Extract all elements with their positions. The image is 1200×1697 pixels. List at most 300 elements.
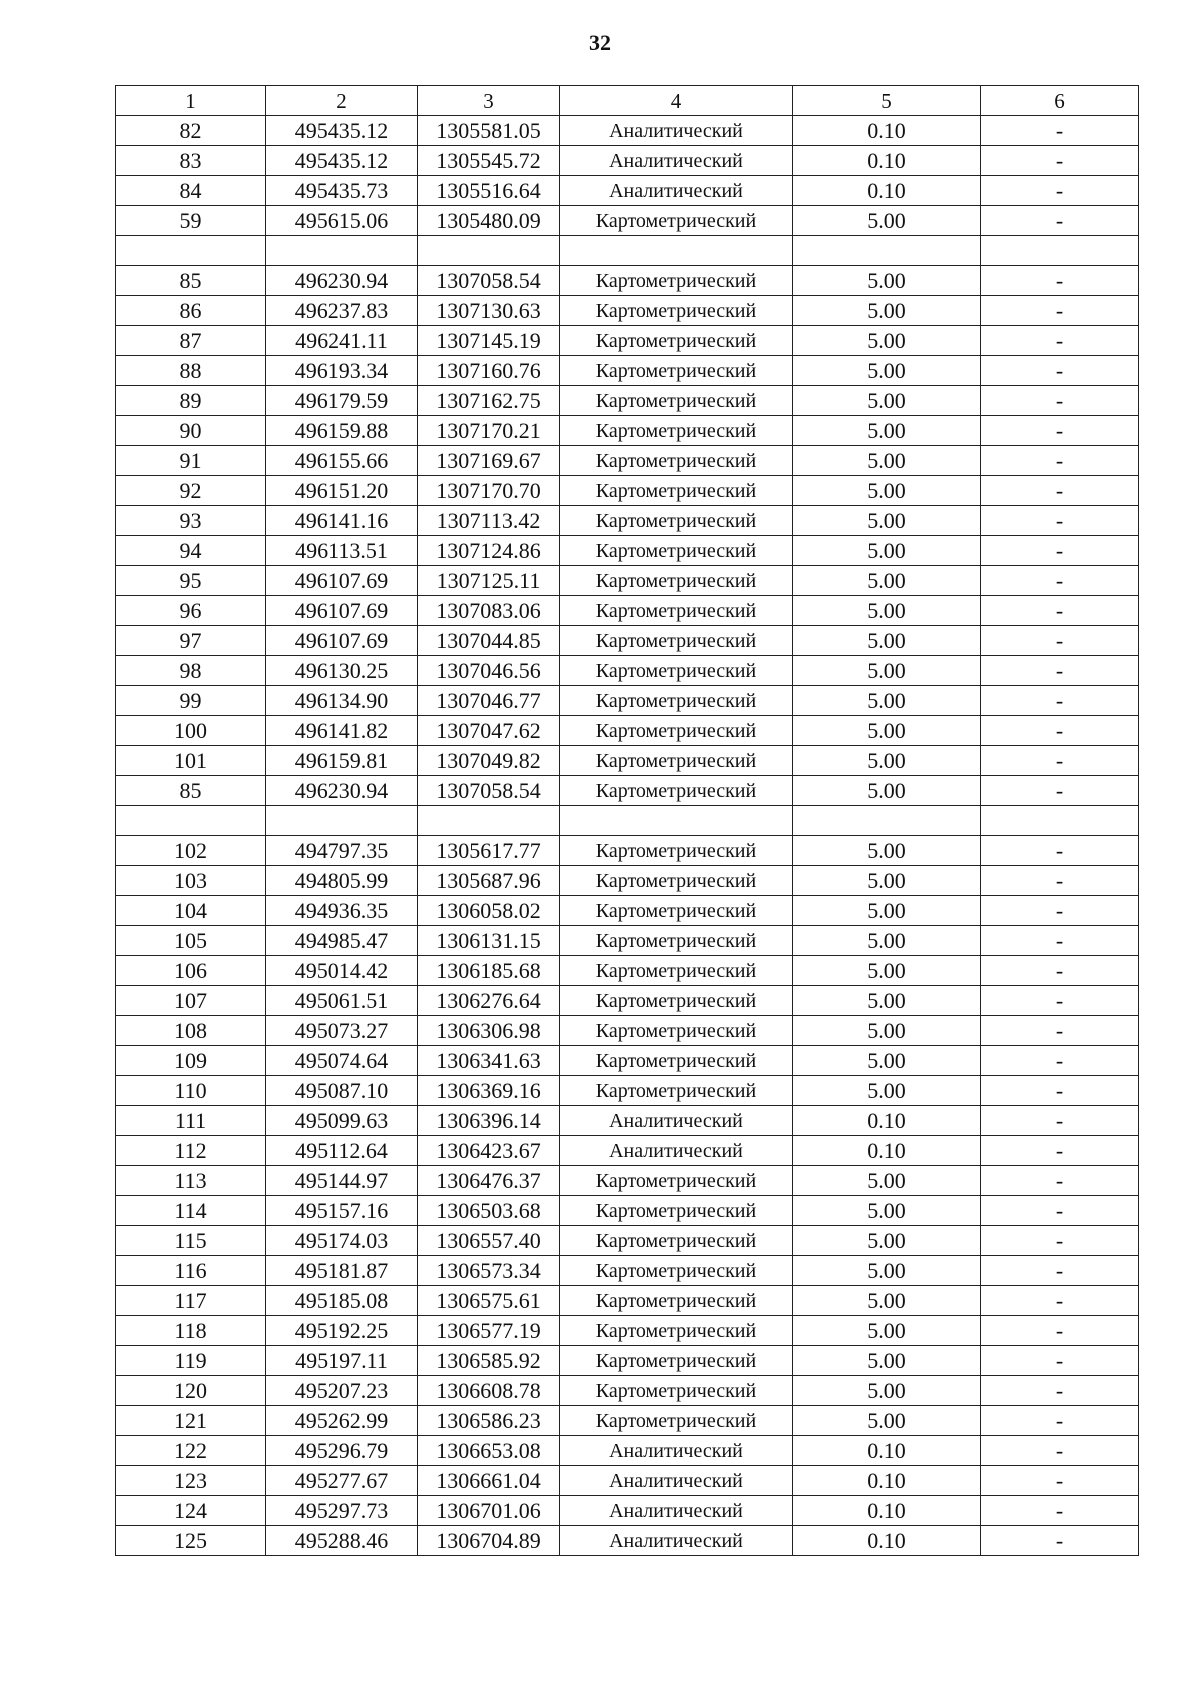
point-number-cell: 82 xyxy=(116,116,266,146)
x-coordinate-cell: 496141.82 xyxy=(266,716,418,746)
method-cell: Картометрический xyxy=(560,296,793,326)
point-number-cell: 94 xyxy=(116,536,266,566)
point-number-cell: 84 xyxy=(116,176,266,206)
note-cell: - xyxy=(981,1376,1139,1406)
point-number-cell xyxy=(116,236,266,266)
method-cell: Аналитический xyxy=(560,1436,793,1466)
accuracy-cell: 5.00 xyxy=(793,926,981,956)
point-number-cell: 100 xyxy=(116,716,266,746)
point-number-cell: 121 xyxy=(116,1406,266,1436)
x-coordinate-cell: 495074.64 xyxy=(266,1046,418,1076)
x-coordinate-cell: 496141.16 xyxy=(266,506,418,536)
point-number-cell: 125 xyxy=(116,1526,266,1556)
y-coordinate-cell: 1307083.06 xyxy=(418,596,560,626)
accuracy-cell: 5.00 xyxy=(793,1256,981,1286)
x-coordinate-cell: 496230.94 xyxy=(266,776,418,806)
table-row xyxy=(116,446,1139,476)
x-coordinate-cell: 495181.87 xyxy=(266,1256,418,1286)
method-cell: Картометрический xyxy=(560,1226,793,1256)
method-cell: Картометрический xyxy=(560,1286,793,1316)
method-cell: Аналитический xyxy=(560,1136,793,1166)
note-cell: - xyxy=(981,686,1139,716)
point-number-cell xyxy=(116,806,266,836)
y-coordinate-cell: 1307170.70 xyxy=(418,476,560,506)
table-row xyxy=(116,1436,1139,1466)
y-coordinate-cell: 1307046.56 xyxy=(418,656,560,686)
point-number-cell: 106 xyxy=(116,956,266,986)
y-coordinate-cell: 1306276.64 xyxy=(418,986,560,1016)
table-row xyxy=(116,1226,1139,1256)
accuracy-cell: 5.00 xyxy=(793,416,981,446)
y-coordinate-cell xyxy=(418,806,560,836)
method-cell: Аналитический xyxy=(560,146,793,176)
accuracy-cell: 0.10 xyxy=(793,1526,981,1556)
x-coordinate-cell: 495073.27 xyxy=(266,1016,418,1046)
accuracy-cell: 5.00 xyxy=(793,896,981,926)
x-coordinate-cell: 494797.35 xyxy=(266,836,418,866)
note-cell: - xyxy=(981,146,1139,176)
x-coordinate-cell: 494805.99 xyxy=(266,866,418,896)
note-cell: - xyxy=(981,956,1139,986)
note-cell: - xyxy=(981,1226,1139,1256)
point-number-cell: 111 xyxy=(116,1106,266,1136)
y-coordinate-cell: 1305617.77 xyxy=(418,836,560,866)
method-cell: Картометрический xyxy=(560,416,793,446)
method-cell: Картометрический xyxy=(560,1076,793,1106)
table-row xyxy=(116,1316,1139,1346)
accuracy-cell: 5.00 xyxy=(793,716,981,746)
x-coordinate-cell: 495207.23 xyxy=(266,1376,418,1406)
accuracy-cell: 5.00 xyxy=(793,506,981,536)
point-number-cell: 110 xyxy=(116,1076,266,1106)
x-coordinate-cell: 496107.69 xyxy=(266,596,418,626)
accuracy-cell: 5.00 xyxy=(793,1286,981,1316)
accuracy-cell: 0.10 xyxy=(793,176,981,206)
method-cell: Картометрический xyxy=(560,1406,793,1436)
table-row xyxy=(116,386,1139,416)
method-cell: Картометрический xyxy=(560,266,793,296)
method-cell: Аналитический xyxy=(560,1496,793,1526)
table-row xyxy=(116,1136,1139,1166)
table-row xyxy=(116,866,1139,896)
point-number-cell: 87 xyxy=(116,326,266,356)
accuracy-cell: 5.00 xyxy=(793,776,981,806)
y-coordinate-cell: 1305687.96 xyxy=(418,866,560,896)
method-cell: Картометрический xyxy=(560,1256,793,1286)
method-cell: Картометрический xyxy=(560,596,793,626)
table-row xyxy=(116,476,1139,506)
x-coordinate-cell: 496107.69 xyxy=(266,566,418,596)
point-number-cell: 101 xyxy=(116,746,266,776)
point-number-cell: 120 xyxy=(116,1376,266,1406)
x-coordinate-cell xyxy=(266,236,418,266)
x-coordinate-cell: 495144.97 xyxy=(266,1166,418,1196)
table-row xyxy=(116,296,1139,326)
point-number-cell: 117 xyxy=(116,1286,266,1316)
accuracy-cell: 0.10 xyxy=(793,116,981,146)
note-cell: - xyxy=(981,476,1139,506)
x-coordinate-cell: 495297.73 xyxy=(266,1496,418,1526)
method-cell: Картометрический xyxy=(560,326,793,356)
x-coordinate-cell: 496193.34 xyxy=(266,356,418,386)
accuracy-cell xyxy=(793,236,981,266)
table-row xyxy=(116,1286,1139,1316)
method-cell: Картометрический xyxy=(560,386,793,416)
x-coordinate-cell: 495157.16 xyxy=(266,1196,418,1226)
method-cell: Картометрический xyxy=(560,776,793,806)
column-header: 2 xyxy=(266,86,418,116)
y-coordinate-cell: 1306503.68 xyxy=(418,1196,560,1226)
y-coordinate-cell: 1306575.61 xyxy=(418,1286,560,1316)
x-coordinate-cell: 494985.47 xyxy=(266,926,418,956)
point-number-cell: 92 xyxy=(116,476,266,506)
method-cell: Картометрический xyxy=(560,926,793,956)
point-number-cell: 123 xyxy=(116,1466,266,1496)
note-cell: - xyxy=(981,986,1139,1016)
column-header: 5 xyxy=(793,86,981,116)
note-cell xyxy=(981,806,1139,836)
point-number-cell: 107 xyxy=(116,986,266,1016)
column-header: 6 xyxy=(981,86,1139,116)
y-coordinate-cell: 1306306.98 xyxy=(418,1016,560,1046)
y-coordinate-cell: 1306608.78 xyxy=(418,1376,560,1406)
y-coordinate-cell: 1307130.63 xyxy=(418,296,560,326)
table-row xyxy=(116,716,1139,746)
method-cell: Картометрический xyxy=(560,866,793,896)
note-cell: - xyxy=(981,1526,1139,1556)
accuracy-cell: 0.10 xyxy=(793,1136,981,1166)
y-coordinate-cell: 1307169.67 xyxy=(418,446,560,476)
y-coordinate-cell: 1306369.16 xyxy=(418,1076,560,1106)
note-cell: - xyxy=(981,896,1139,926)
accuracy-cell: 5.00 xyxy=(793,536,981,566)
table-row xyxy=(116,1106,1139,1136)
table-row xyxy=(116,1046,1139,1076)
x-coordinate-cell: 495174.03 xyxy=(266,1226,418,1256)
method-cell: Картометрический xyxy=(560,656,793,686)
accuracy-cell xyxy=(793,806,981,836)
x-coordinate-cell: 496159.81 xyxy=(266,746,418,776)
x-coordinate-cell xyxy=(266,806,418,836)
table-row xyxy=(116,1406,1139,1436)
x-coordinate-cell: 495112.64 xyxy=(266,1136,418,1166)
method-cell: Картометрический xyxy=(560,446,793,476)
point-number-cell: 89 xyxy=(116,386,266,416)
note-cell: - xyxy=(981,776,1139,806)
method-cell: Картометрический xyxy=(560,506,793,536)
y-coordinate-cell: 1307049.82 xyxy=(418,746,560,776)
y-coordinate-cell: 1307046.77 xyxy=(418,686,560,716)
method-cell: Картометрический xyxy=(560,206,793,236)
accuracy-cell: 5.00 xyxy=(793,356,981,386)
note-cell: - xyxy=(981,116,1139,146)
point-number-cell: 99 xyxy=(116,686,266,716)
note-cell: - xyxy=(981,416,1139,446)
table-row xyxy=(116,836,1139,866)
note-cell: - xyxy=(981,1286,1139,1316)
accuracy-cell: 5.00 xyxy=(793,266,981,296)
y-coordinate-cell: 1307124.86 xyxy=(418,536,560,566)
table-body xyxy=(116,116,1139,1556)
accuracy-cell: 5.00 xyxy=(793,956,981,986)
method-cell: Картометрический xyxy=(560,1016,793,1046)
method-cell xyxy=(560,806,793,836)
y-coordinate-cell: 1307058.54 xyxy=(418,776,560,806)
table-row xyxy=(116,1376,1139,1406)
y-coordinate-cell: 1306586.23 xyxy=(418,1406,560,1436)
y-coordinate-cell: 1307170.21 xyxy=(418,416,560,446)
note-cell: - xyxy=(981,296,1139,326)
point-number-cell: 98 xyxy=(116,656,266,686)
table-row xyxy=(116,1466,1139,1496)
table-row xyxy=(116,356,1139,386)
y-coordinate-cell: 1306423.67 xyxy=(418,1136,560,1166)
note-cell: - xyxy=(981,1316,1139,1346)
note-cell: - xyxy=(981,836,1139,866)
accuracy-cell: 5.00 xyxy=(793,446,981,476)
method-cell: Картометрический xyxy=(560,356,793,386)
method-cell: Картометрический xyxy=(560,896,793,926)
table-row xyxy=(116,176,1139,206)
note-cell xyxy=(981,236,1139,266)
x-coordinate-cell: 495615.06 xyxy=(266,206,418,236)
note-cell: - xyxy=(981,656,1139,686)
note-cell: - xyxy=(981,1196,1139,1226)
accuracy-cell: 5.00 xyxy=(793,626,981,656)
note-cell: - xyxy=(981,506,1139,536)
x-coordinate-cell: 495087.10 xyxy=(266,1076,418,1106)
column-header: 4 xyxy=(560,86,793,116)
accuracy-cell: 5.00 xyxy=(793,1406,981,1436)
y-coordinate-cell: 1305480.09 xyxy=(418,206,560,236)
point-number-cell: 103 xyxy=(116,866,266,896)
method-cell: Картометрический xyxy=(560,836,793,866)
y-coordinate-cell: 1306058.02 xyxy=(418,896,560,926)
method-cell xyxy=(560,236,793,266)
point-number-cell: 115 xyxy=(116,1226,266,1256)
x-coordinate-cell: 495061.51 xyxy=(266,986,418,1016)
accuracy-cell: 5.00 xyxy=(793,1376,981,1406)
x-coordinate-cell: 496159.88 xyxy=(266,416,418,446)
accuracy-cell: 0.10 xyxy=(793,1436,981,1466)
y-coordinate-cell: 1306573.34 xyxy=(418,1256,560,1286)
table-row xyxy=(116,566,1139,596)
x-coordinate-cell: 496107.69 xyxy=(266,626,418,656)
table-row xyxy=(116,1526,1139,1556)
accuracy-cell: 5.00 xyxy=(793,1196,981,1226)
x-coordinate-cell: 495197.11 xyxy=(266,1346,418,1376)
method-cell: Картометрический xyxy=(560,986,793,1016)
table-row xyxy=(116,1346,1139,1376)
point-number-cell: 90 xyxy=(116,416,266,446)
y-coordinate-cell: 1305516.64 xyxy=(418,176,560,206)
point-number-cell: 59 xyxy=(116,206,266,236)
method-cell: Аналитический xyxy=(560,176,793,206)
point-number-cell: 109 xyxy=(116,1046,266,1076)
y-coordinate-cell: 1306341.63 xyxy=(418,1046,560,1076)
y-coordinate-cell: 1307162.75 xyxy=(418,386,560,416)
table-row xyxy=(116,536,1139,566)
table-row xyxy=(116,686,1139,716)
x-coordinate-cell: 496230.94 xyxy=(266,266,418,296)
accuracy-cell: 5.00 xyxy=(793,656,981,686)
table-row xyxy=(116,746,1139,776)
point-number-cell: 124 xyxy=(116,1496,266,1526)
table-row xyxy=(116,116,1139,146)
method-cell: Картометрический xyxy=(560,626,793,656)
note-cell: - xyxy=(981,1076,1139,1106)
note-cell: - xyxy=(981,266,1139,296)
x-coordinate-cell: 496241.11 xyxy=(266,326,418,356)
note-cell: - xyxy=(981,446,1139,476)
table-row xyxy=(116,626,1139,656)
note-cell: - xyxy=(981,1436,1139,1466)
accuracy-cell: 5.00 xyxy=(793,1166,981,1196)
x-coordinate-cell: 495185.08 xyxy=(266,1286,418,1316)
y-coordinate-cell: 1307113.42 xyxy=(418,506,560,536)
y-coordinate-cell: 1306577.19 xyxy=(418,1316,560,1346)
y-coordinate-cell: 1306185.68 xyxy=(418,956,560,986)
point-number-cell: 116 xyxy=(116,1256,266,1286)
point-number-cell: 95 xyxy=(116,566,266,596)
point-number-cell: 119 xyxy=(116,1346,266,1376)
x-coordinate-cell: 496134.90 xyxy=(266,686,418,716)
method-cell: Картометрический xyxy=(560,536,793,566)
note-cell: - xyxy=(981,1016,1139,1046)
accuracy-cell: 5.00 xyxy=(793,326,981,356)
point-number-cell: 85 xyxy=(116,266,266,296)
x-coordinate-cell: 496130.25 xyxy=(266,656,418,686)
table-row xyxy=(116,776,1139,806)
accuracy-cell: 0.10 xyxy=(793,1466,981,1496)
method-cell: Аналитический xyxy=(560,1466,793,1496)
point-number-cell: 96 xyxy=(116,596,266,626)
x-coordinate-cell: 495014.42 xyxy=(266,956,418,986)
note-cell: - xyxy=(981,1136,1139,1166)
y-coordinate-cell: 1305545.72 xyxy=(418,146,560,176)
method-cell: Картометрический xyxy=(560,716,793,746)
point-number-cell: 104 xyxy=(116,896,266,926)
y-coordinate-cell: 1306701.06 xyxy=(418,1496,560,1526)
accuracy-cell: 5.00 xyxy=(793,746,981,776)
accuracy-cell: 5.00 xyxy=(793,1316,981,1346)
accuracy-cell: 5.00 xyxy=(793,596,981,626)
table-row xyxy=(116,206,1139,236)
y-coordinate-cell: 1307125.11 xyxy=(418,566,560,596)
table-row xyxy=(116,596,1139,626)
method-cell: Картометрический xyxy=(560,1196,793,1226)
note-cell: - xyxy=(981,716,1139,746)
y-coordinate-cell: 1306476.37 xyxy=(418,1166,560,1196)
table-row xyxy=(116,1496,1139,1526)
y-coordinate-cell: 1307160.76 xyxy=(418,356,560,386)
table-separator-row xyxy=(116,806,1139,836)
y-coordinate-cell: 1306661.04 xyxy=(418,1466,560,1496)
point-number-cell: 102 xyxy=(116,836,266,866)
point-number-cell: 118 xyxy=(116,1316,266,1346)
page-number: 32 xyxy=(589,30,611,55)
method-cell: Картометрический xyxy=(560,1346,793,1376)
note-cell: - xyxy=(981,386,1139,416)
table-row xyxy=(116,986,1139,1016)
method-cell: Аналитический xyxy=(560,1106,793,1136)
accuracy-cell: 5.00 xyxy=(793,386,981,416)
note-cell: - xyxy=(981,1406,1139,1436)
accuracy-cell: 0.10 xyxy=(793,146,981,176)
column-header: 1 xyxy=(116,86,266,116)
point-number-cell: 83 xyxy=(116,146,266,176)
point-number-cell: 91 xyxy=(116,446,266,476)
accuracy-cell: 5.00 xyxy=(793,1076,981,1106)
accuracy-cell: 5.00 xyxy=(793,1346,981,1376)
method-cell: Аналитический xyxy=(560,116,793,146)
point-number-cell: 114 xyxy=(116,1196,266,1226)
accuracy-cell: 5.00 xyxy=(793,566,981,596)
x-coordinate-cell: 496179.59 xyxy=(266,386,418,416)
note-cell: - xyxy=(981,746,1139,776)
x-coordinate-cell: 495435.12 xyxy=(266,116,418,146)
note-cell: - xyxy=(981,926,1139,956)
note-cell: - xyxy=(981,176,1139,206)
coordinates-table xyxy=(115,85,1139,1556)
accuracy-cell: 0.10 xyxy=(793,1496,981,1526)
x-coordinate-cell: 496151.20 xyxy=(266,476,418,506)
y-coordinate-cell: 1306131.15 xyxy=(418,926,560,956)
point-number-cell: 88 xyxy=(116,356,266,386)
table-row xyxy=(116,896,1139,926)
accuracy-cell: 5.00 xyxy=(793,1226,981,1256)
accuracy-cell: 5.00 xyxy=(793,296,981,326)
method-cell: Картометрический xyxy=(560,1166,793,1196)
table-header-row xyxy=(116,86,1139,116)
y-coordinate-cell: 1307047.62 xyxy=(418,716,560,746)
table-row xyxy=(116,326,1139,356)
y-coordinate-cell xyxy=(418,236,560,266)
accuracy-cell: 5.00 xyxy=(793,476,981,506)
table-row xyxy=(116,926,1139,956)
table-row xyxy=(116,1166,1139,1196)
note-cell: - xyxy=(981,566,1139,596)
x-coordinate-cell: 495435.12 xyxy=(266,146,418,176)
accuracy-cell: 5.00 xyxy=(793,1046,981,1076)
x-coordinate-cell: 496155.66 xyxy=(266,446,418,476)
table-row xyxy=(116,416,1139,446)
point-number-cell: 86 xyxy=(116,296,266,326)
y-coordinate-cell: 1306704.89 xyxy=(418,1526,560,1556)
y-coordinate-cell: 1307145.19 xyxy=(418,326,560,356)
table-separator-row xyxy=(116,236,1139,266)
point-number-cell: 113 xyxy=(116,1166,266,1196)
method-cell: Картометрический xyxy=(560,956,793,986)
note-cell: - xyxy=(981,1466,1139,1496)
x-coordinate-cell: 495288.46 xyxy=(266,1526,418,1556)
note-cell: - xyxy=(981,1496,1139,1526)
y-coordinate-cell: 1306557.40 xyxy=(418,1226,560,1256)
method-cell: Картометрический xyxy=(560,566,793,596)
table-row xyxy=(116,1076,1139,1106)
point-number-cell: 93 xyxy=(116,506,266,536)
accuracy-cell: 5.00 xyxy=(793,986,981,1016)
y-coordinate-cell: 1306396.14 xyxy=(418,1106,560,1136)
note-cell: - xyxy=(981,206,1139,236)
point-number-cell: 108 xyxy=(116,1016,266,1046)
method-cell: Картометрический xyxy=(560,1316,793,1346)
y-coordinate-cell: 1305581.05 xyxy=(418,116,560,146)
note-cell: - xyxy=(981,1106,1139,1136)
note-cell: - xyxy=(981,1166,1139,1196)
note-cell: - xyxy=(981,626,1139,656)
method-cell: Аналитический xyxy=(560,1526,793,1556)
